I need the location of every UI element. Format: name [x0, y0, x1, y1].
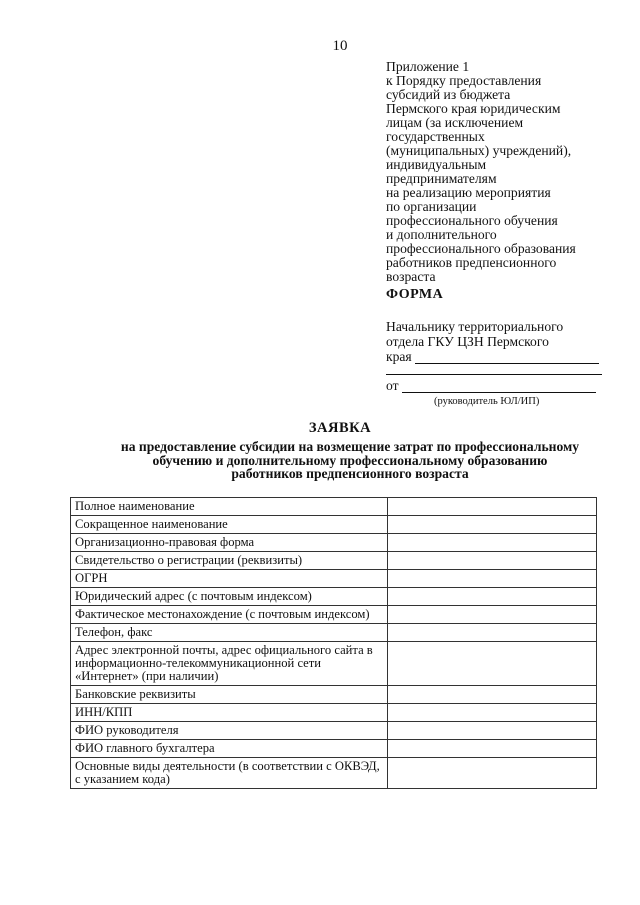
appendix-line: профессионального образования — [386, 241, 576, 256]
table-row — [71, 570, 597, 588]
field-value-cell[interactable] — [388, 686, 597, 704]
table-row — [71, 624, 597, 642]
appendix-line: индивидуальным — [386, 157, 487, 172]
application-table — [70, 497, 597, 789]
region-fill-line[interactable] — [415, 351, 599, 364]
from-row — [386, 378, 602, 393]
table-row — [71, 722, 597, 740]
field-label: Организационно-правовая форма — [71, 534, 388, 552]
appendix-line: (муниципальных) учреждений), — [386, 143, 572, 158]
addressee-block — [386, 319, 602, 409]
table-row — [71, 606, 597, 624]
subtitle-line: работников предпенсионного возраста — [231, 466, 469, 481]
appendix-line: Приложение 1 — [386, 59, 470, 74]
from-caption: (руководитель ЮЛ/ИП) — [434, 396, 540, 407]
appendix-block — [386, 60, 576, 284]
field-label: Сокращенное наименование — [71, 516, 388, 534]
field-label: Банковские реквизиты — [71, 686, 388, 704]
table-row — [71, 740, 597, 758]
field-label: Юридический адрес (с почтовым индексом) — [71, 588, 388, 606]
field-value-cell[interactable] — [388, 570, 597, 588]
appendix-line: лицам (за исключением — [386, 115, 524, 130]
field-label: ФИО главного бухгалтера — [71, 740, 388, 758]
field-value-cell[interactable] — [388, 642, 597, 686]
appendix-line: работников предпенсионного — [386, 255, 557, 270]
subtitle-line: обучению и дополнительному профессиональному образованию — [152, 452, 548, 468]
field-label: Фактическое местонахождение (с почтовым индексом) — [71, 606, 388, 624]
addressee-line: отдела ГКУ ЦЗН Пермского — [386, 334, 549, 349]
appendix-line: по организации — [386, 199, 477, 214]
blank-fill-line[interactable] — [386, 364, 602, 375]
field-value-cell[interactable] — [388, 624, 597, 642]
table-row — [71, 516, 597, 534]
field-value-cell[interactable] — [388, 758, 597, 789]
from-label: от — [386, 378, 399, 393]
field-value-cell[interactable] — [388, 588, 597, 606]
table-row — [71, 498, 597, 516]
page-number: 10 — [332, 38, 348, 54]
addressee-region-row — [386, 349, 602, 364]
field-label: Свидетельство о регистрации (реквизиты) — [71, 552, 388, 570]
field-label: Основные виды деятельности (в соответствии с ОКВЭД, с указанием кода) — [71, 758, 388, 789]
appendix-line: и дополнительного — [386, 227, 497, 242]
table-row — [71, 534, 597, 552]
field-label: ФИО руководителя — [71, 722, 388, 740]
field-value-cell[interactable] — [388, 498, 597, 516]
field-value-cell[interactable] — [388, 722, 597, 740]
appendix-line: предпринимателям — [386, 171, 497, 186]
appendix-line: к Порядку предоставления — [386, 73, 542, 88]
table-row — [71, 758, 597, 789]
field-value-cell[interactable] — [388, 552, 597, 570]
table-row — [71, 704, 597, 722]
field-value-cell[interactable] — [388, 740, 597, 758]
form-label: ФОРМА — [386, 287, 444, 302]
table-row — [71, 642, 597, 686]
field-label: ОГРН — [71, 570, 388, 588]
appendix-line: государственных — [386, 129, 485, 144]
document-title: ЗАЯВКА — [308, 420, 372, 436]
appendix-line: на реализацию мероприятия — [386, 185, 551, 200]
subtitle-line: на предоставление субсидии на возмещение затрат по профессиональному — [120, 439, 580, 454]
field-label: Полное наименование — [71, 498, 388, 516]
appendix-line: субсидий из бюджета — [386, 87, 511, 102]
table-row — [71, 686, 597, 704]
field-value-cell[interactable] — [388, 516, 597, 534]
field-value-cell[interactable] — [388, 606, 597, 624]
addressee-line: Начальнику территориального — [386, 319, 564, 334]
document-subtitle — [60, 440, 640, 481]
appendix-line: возраста — [386, 269, 436, 284]
table-row — [71, 552, 597, 570]
field-label: Адрес электронной почты, адрес официального сайта в информационно-телекоммуникационной сети «Интернет» (при наличии) — [71, 642, 388, 686]
appendix-line: профессионального обучения — [386, 213, 558, 228]
field-value-cell[interactable] — [388, 534, 597, 552]
addressee-line: края — [386, 349, 412, 364]
field-value-cell[interactable] — [388, 704, 597, 722]
from-fill-line[interactable] — [402, 380, 596, 393]
field-label: Телефон, факс — [71, 624, 388, 642]
appendix-line: Пермского края юридическим — [386, 101, 561, 116]
field-label: ИНН/КПП — [71, 704, 388, 722]
table-row — [71, 588, 597, 606]
